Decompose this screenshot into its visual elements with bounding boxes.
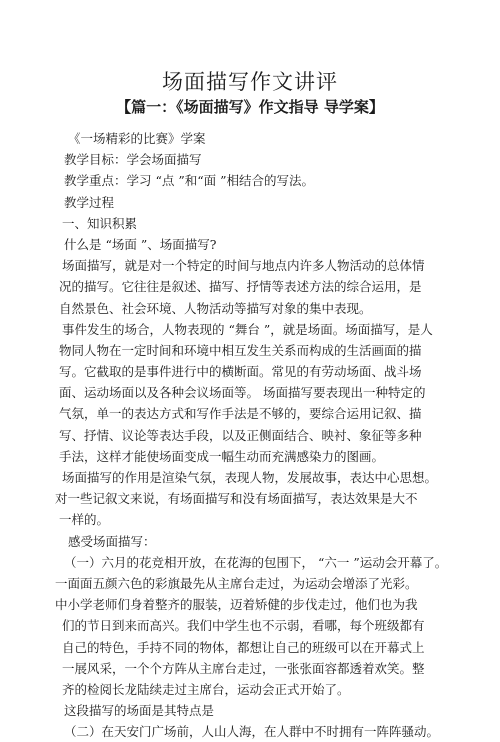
- text-line: 一面面五颜六色的彩旗最先从主席台走过，为运动会增添了光彩。: [55, 575, 418, 591]
- text-line: 自己的特色，手持不同的物体，都想让自己的班级可以在开幕式上: [62, 639, 425, 655]
- text-line: 场面描写，就是对一个特定的时间与地点内许多人物活动的总体情: [62, 258, 425, 274]
- document-subtitle: 【篇一：《场面描写》作文指导 导学案】: [116, 98, 384, 116]
- text-line: 一展风采，一个个方阵从主席台走过，一张张面容都透着欢笑。整: [62, 660, 425, 676]
- text-line: 自然景色、社会环境、人物活动等描写对象的集中表现。: [59, 300, 372, 316]
- text-line: 手法，这样才能使场面变成一幅生动而充满感染力的图画。: [59, 448, 385, 464]
- text-line: （一）六月的花竞相开放，在花海的包围下， “六一 ”运动会开幕了。: [64, 554, 448, 570]
- text-line: 写、抒情、议论等表达手段，以及正侧面结合、映衬、象征等多种: [59, 427, 422, 443]
- document-title: 场面描写作文讲评: [162, 70, 338, 94]
- text-line: 什么是 “场面 ”、场面描写?: [64, 236, 217, 252]
- text-line: 《一场精彩的比赛》学案: [68, 131, 206, 146]
- text-line: 齐的检阅长龙陆续走过主席台，运动会正式开始了。: [62, 681, 350, 697]
- text-line: 物同人物在一定时间和环境中相互发生关系而构成的生活画面的描: [59, 342, 422, 358]
- document-body: [55, 128, 482, 742]
- text-line: 中小学老师们身着整齐的服装，迈着矫健的步伐走过，他们也为我: [55, 597, 418, 613]
- text-line: 对一些记叙文来说，有场面描写和没有场面描写，表达效果是大不: [55, 491, 418, 507]
- text-line: 教学目标：学会场面描写: [64, 152, 202, 168]
- text-line: （二）在天安门广场前，人山人海，在人群中不时拥有一阵阵骚动。: [64, 724, 440, 740]
- text-line: 教学重点：学习 “点 ”和“面 ”相结合的写法。: [64, 173, 314, 189]
- text-line: 们的节日到来而高兴。我们中学生也不示弱，看哪，每个班级都有: [62, 618, 425, 634]
- text-line: 感受场面描写：: [68, 533, 156, 549]
- text-line: 气氛，单一的表达方式和写作手法是不够的，要综合运用记叙、描: [59, 406, 422, 422]
- text-line: 事件发生的场合，人物表现的 “舞台 ”，就是场面。场面描写，是人: [62, 321, 433, 337]
- text-line: 况的描写。它往往是叙述、描写、抒情等表述方法的综合运用，是: [59, 279, 422, 295]
- text-line: 写。它截取的是事件进行中的横断面。常见的有劳动场面、战斗场: [59, 364, 422, 380]
- text-line: 一样的。: [59, 512, 110, 528]
- text-line: 一、知识积累: [62, 215, 138, 231]
- text-line: 场面描写的作用是渲染气氛，表现人物，发展故事，表达中心思想。: [62, 470, 438, 485]
- text-line: 教学过程: [64, 194, 115, 210]
- text-line: 这段描写的场面是其特点是: [64, 703, 215, 719]
- text-line: 面、运动场面以及各种会议场面等。 场面描写要表现出一种特定的: [59, 385, 426, 401]
